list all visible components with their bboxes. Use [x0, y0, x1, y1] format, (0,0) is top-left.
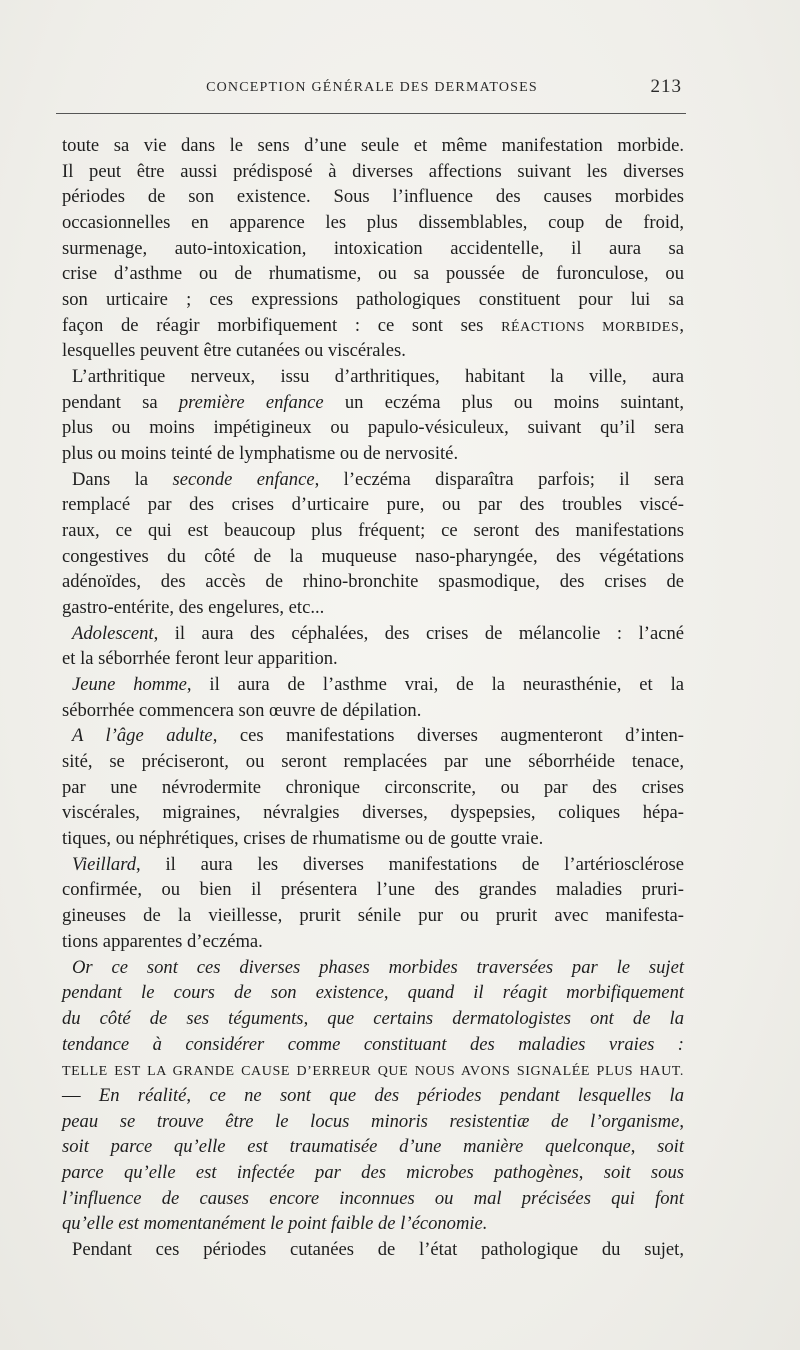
italic-text: soit parce qu’elle est traumatisée d’une manière quelconque [62, 1136, 631, 1158]
italic-text: qu’elle est momentanément le point faible de l’économie. [62, 1213, 488, 1235]
text-segment: congestives du côté de la muqueuse naso-pharyngée, des végétations [62, 545, 684, 567]
text-line [62, 1006, 684, 1032]
text-line [62, 338, 684, 364]
text-segment: façon de réagir morbifiquement : ce sont ses [62, 314, 502, 336]
text-line [62, 672, 684, 698]
text-line [62, 929, 684, 955]
text-line [62, 364, 684, 390]
italic-text: que certains dermatologistes ont de la [327, 1007, 685, 1029]
text-segment: , il aura des céphalées, des crises de mélancolie : l’acné [153, 622, 684, 644]
text-segment: , [679, 1110, 684, 1132]
text-line [62, 1237, 684, 1263]
text-segment: crise d’asthme ou de rhumatisme, ou sa poussée de furonculose, ou [62, 263, 684, 285]
text-line [62, 159, 684, 185]
text-line [62, 800, 684, 826]
text-segment: un eczéma plus ou moins suintant, [323, 391, 684, 413]
text-line [62, 518, 684, 544]
text-segment: raux, ce qui est beaucoup plus fréquent; ce seront des manifestations [62, 520, 684, 542]
text-line [62, 852, 684, 878]
text-line [62, 723, 684, 749]
text-segment: , [630, 1136, 658, 1158]
italic-text: soit sous [603, 1161, 685, 1183]
page-number: 213 [650, 76, 682, 97]
italic-text: soit [657, 1136, 685, 1158]
text-segment: sité, se préciseront, ou seront remplacées par une séborrhéide tenace, [62, 751, 684, 773]
text-segment: Il peut être aussi prédisposé à diverses affections suivant les diverses [62, 160, 684, 182]
text-segment: surmenage, auto-intoxication, intoxication accidentelle, il aura sa [62, 237, 684, 259]
italic-text: Jeune homme [72, 674, 187, 696]
text-line [62, 1057, 684, 1083]
italic-text: Vieillard [72, 853, 137, 875]
text-segment: et la séborrhée feront leur apparition. [62, 648, 338, 670]
italic-text: pendant le cours de son existence [62, 982, 384, 1004]
text-segment: tiques, ou néphrétiques, crises de rhumatisme ou de goutte vraie. [62, 828, 544, 850]
text-line [62, 621, 684, 647]
text-line [62, 236, 684, 262]
text-segment: , ces manifestations diverses augmenteront d’inten- [212, 725, 684, 747]
page-header [60, 76, 684, 100]
text-line [62, 287, 684, 313]
text-line [62, 415, 684, 441]
text-line [62, 698, 684, 724]
text-segment: , l’eczéma disparaîtra parfois; il sera [314, 468, 684, 490]
text-segment: séborrhée commencera son œuvre de dépilation. [62, 699, 422, 721]
text-line [62, 877, 684, 903]
text-segment: confirmée, ou bien il présentera l’une des grandes maladies pruri- [62, 879, 684, 901]
text-line [62, 1211, 684, 1237]
text-segment: plus ou moins impétigineux ou papulo-vésiculeux, suivant qu’il sera [62, 417, 684, 439]
text-line [62, 1083, 684, 1109]
text-line [62, 646, 684, 672]
italic-text: du côté de ses téguments [62, 1007, 304, 1029]
text-segment: , [679, 314, 684, 336]
text-segment: par une névrodermite chronique circonscrite, ou par des crises [62, 776, 684, 798]
text-line [62, 261, 684, 287]
italic-text: peau se trouve être le locus minoris resistentiæ de l’organisme [62, 1110, 680, 1132]
italic-text: ce ne sont que des périodes pendant lesquelles la [209, 1084, 685, 1106]
text-segment: , il aura les diverses manifestations de l’artériosclérose [136, 853, 684, 875]
text-line [62, 133, 684, 159]
text-line [62, 1032, 684, 1058]
text-segment: , [383, 982, 408, 1004]
text-segment: gastro-entérite, des engelures, etc... [62, 597, 325, 619]
italic-text: Or ce sont ces diverses phases morbides traversées par le sujet [72, 956, 684, 978]
italic-text: En réalité [98, 1084, 187, 1106]
italic-text: quand il réagit morbifiquement [407, 982, 685, 1004]
text-segment: toute sa vie dans le sens d’une seule et même manifestation morbide. [62, 135, 684, 156]
text-segment: L’arthritique nerveux, issu d’arthritiques, habitant la ville, aura [72, 366, 684, 388]
italic-text: tendance à considérer comme constituant des maladies vraies : [62, 1033, 684, 1055]
small-caps-text: TELLE EST LA GRANDE CAUSE D’ERREUR QUE NOUS AVONS SIGNALÉE PLUS HAUT. [62, 1064, 684, 1080]
text-line [62, 492, 684, 518]
text-segment: Pendant ces périodes cutanées de l’état pathologique du sujet, [72, 1238, 684, 1260]
italic-text: l’influence de causes encore inconnues ou mal précisées qui font [62, 1187, 684, 1209]
text-line [62, 467, 684, 493]
text-line [62, 903, 684, 929]
text-segment: tions apparentes d’eczéma. [62, 930, 263, 952]
text-line [62, 595, 684, 621]
text-line [62, 569, 684, 595]
text-line [62, 1134, 684, 1160]
italic-text: A l’âge adulte [72, 725, 213, 747]
text-line [62, 826, 684, 852]
text-segment: Dans la [72, 468, 173, 490]
text-segment: remplacé par des crises d’urticaire pure, ou par des troubles viscé- [62, 494, 684, 516]
text-line [62, 390, 684, 416]
text-segment: pendant sa [62, 391, 179, 413]
text-line [62, 544, 684, 570]
text-segment: , [303, 1007, 328, 1029]
text-segment: adénoïdes, des accès de rhino-bronchite spasmodique, des crises de [62, 571, 684, 593]
small-caps-text: RÉACTIONS MORBIDES [501, 319, 680, 335]
text-segment: son urticaire ; ces expressions pathologiques constituent pour lui sa [62, 289, 684, 311]
body-text [62, 133, 684, 1263]
text-segment: viscérales, migraines, névralgies diverses, dyspepsies, coliques hépa- [62, 802, 684, 824]
text-segment: — [62, 1084, 99, 1106]
text-segment: plus ou moins teinté de lymphatisme ou de nervosité. [62, 443, 459, 465]
text-segment: lesquelles peuvent être cutanées ou viscérales. [62, 340, 406, 362]
text-line [62, 980, 684, 1006]
italic-text: seconde enfance [172, 468, 315, 490]
text-segment: gineuses de la vieillesse, prurit sénile pur ou prurit avec manifesta- [62, 905, 684, 927]
text-line [62, 441, 684, 467]
text-line [62, 775, 684, 801]
running-title: CONCEPTION GÉNÉRALE DES DERMATOSES [206, 80, 538, 95]
text-line [62, 1160, 684, 1186]
text-segment: occasionnelles en apparence les plus dissemblables, coup de froid, [62, 212, 684, 234]
text-segment: , [186, 1084, 210, 1106]
text-line [62, 955, 684, 981]
italic-text: parce qu’elle est infectée par des microbes pathogènes [62, 1161, 579, 1183]
text-line [62, 1186, 684, 1212]
header-rule [56, 113, 686, 114]
text-line [62, 184, 684, 210]
text-line [62, 749, 684, 775]
text-segment: , [578, 1161, 604, 1183]
italic-text: Adolescent [72, 622, 154, 644]
italic-text: première enfance [178, 391, 324, 413]
text-segment: , il aura de l’asthme vrai, de la neurasthénie, et la [186, 674, 684, 696]
text-line [62, 210, 684, 236]
text-segment: périodes de son existence. Sous l’influence des causes morbides [62, 186, 684, 208]
text-line [62, 313, 684, 339]
text-line [62, 1109, 684, 1135]
